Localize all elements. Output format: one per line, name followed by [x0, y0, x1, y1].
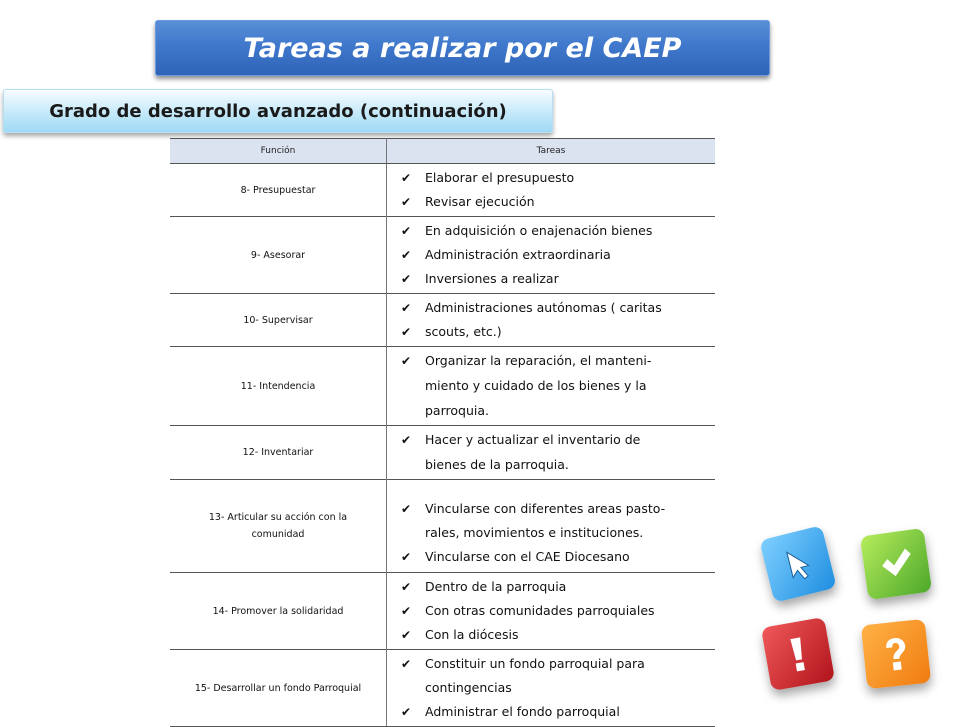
slide-subtitle-banner: [3, 89, 553, 133]
funcion-cell: 11- Intendencia: [170, 347, 387, 426]
checkmark-icon: ✔: [401, 502, 412, 516]
tasks-table: [170, 138, 715, 727]
funcion-cell: 15- Desarrollar un fondo Parroquial: [170, 650, 387, 727]
task-item: ✔ Organizar la reparación, el manteni-: [401, 349, 715, 373]
table-row: [170, 426, 715, 480]
header-tareas: Tareas: [387, 139, 716, 164]
task-item: ✔ Dentro de la parroquia: [401, 575, 715, 599]
checkmark-icon: [860, 528, 932, 600]
task-item: ✔ En adquisición o enajenación bienes: [401, 219, 715, 243]
table-row: [170, 573, 715, 650]
tareas-cell: [387, 426, 716, 480]
checkmark-icon: ✔: [401, 604, 412, 618]
funcion-cell: 8- Presupuestar: [170, 164, 387, 217]
task-item-continuation: miento y cuidado de los bienes y la: [425, 378, 647, 393]
checkmark-icon: ✔: [401, 325, 412, 339]
task-item: ✔ Administración extraordinaria: [401, 243, 715, 267]
tareas-cell: [387, 217, 716, 294]
cursor-icon: [759, 525, 837, 603]
question-icon: [861, 619, 931, 689]
tareas-cell: [387, 650, 716, 727]
exclamation-icon: [761, 617, 835, 691]
checkmark-icon: ✔: [401, 171, 412, 185]
task-item: ✔ scouts, etc.): [401, 320, 715, 344]
checkmark-icon: ✔: [401, 224, 412, 238]
slide-subtitle: Grado de desarrollo avanzado (continuación): [49, 100, 507, 122]
task-item: ✔ Elaborar el presupuesto: [401, 166, 715, 190]
table-row: [170, 164, 715, 217]
task-item-continuation: rales, movimientos e instituciones.: [425, 525, 644, 540]
task-item-continuation: bienes de la parroquia.: [425, 457, 569, 472]
tareas-cell: [387, 347, 716, 426]
funcion-cell: 14- Promover la solidaridad: [170, 573, 387, 650]
table-row: [170, 294, 715, 347]
task-item: ✔ Revisar ejecución: [401, 190, 715, 214]
tareas-cell: [387, 294, 716, 347]
tareas-cell: [387, 573, 716, 650]
checkmark-icon: ✔: [401, 433, 412, 447]
table-row: [170, 650, 715, 727]
task-item: ✔ Constituir un fondo parroquial para: [401, 652, 715, 676]
slide-title-banner: [155, 20, 770, 76]
checkmark-icon: ✔: [401, 657, 412, 671]
funcion-cell: 9- Asesorar: [170, 217, 387, 294]
tareas-cell: [387, 480, 716, 573]
checkmark-icon: ✔: [401, 272, 412, 286]
checkmark-icon: ✔: [401, 550, 412, 564]
checkmark-icon: ✔: [401, 195, 412, 209]
task-item-continuation: contingencias: [425, 680, 512, 695]
table-header-row: [170, 139, 715, 164]
table-row: [170, 480, 715, 573]
task-item-continuation: parroquia.: [425, 403, 489, 418]
funcion-cell: 12- Inventariar: [170, 426, 387, 480]
checkmark-icon: ✔: [401, 354, 412, 368]
slide-title: Tareas a realizar por el CAEP: [243, 32, 682, 64]
table-row: [170, 347, 715, 426]
task-item: ✔ Hacer y actualizar el inventario de: [401, 428, 715, 452]
checkmark-icon: ✔: [401, 628, 412, 642]
task-item: ✔ Con otras comunidades parroquiales: [401, 599, 715, 623]
header-funcion: Función: [170, 139, 387, 164]
task-item: ✔ Vincularse con el CAE Diocesano: [401, 545, 715, 569]
task-item: ✔ Administrar el fondo parroquial: [401, 700, 715, 724]
task-item: ✔ Administraciones autónomas ( caritas: [401, 296, 715, 320]
tareas-cell: [387, 164, 716, 217]
funcion-cell: 10- Supervisar: [170, 294, 387, 347]
checkmark-icon: ✔: [401, 705, 412, 719]
funcion-cell: 13- Articular su acción con la comunidad: [170, 480, 387, 573]
checkmark-icon: ✔: [401, 580, 412, 594]
task-item: ✔ Inversiones a realizar: [401, 267, 715, 291]
checkmark-icon: ✔: [401, 248, 412, 262]
task-item: ✔ Con la diócesis: [401, 623, 715, 647]
table-row: [170, 217, 715, 294]
checkmark-icon: ✔: [401, 301, 412, 315]
task-item: ✔ Vincularse con diferentes areas pasto-: [401, 497, 715, 521]
